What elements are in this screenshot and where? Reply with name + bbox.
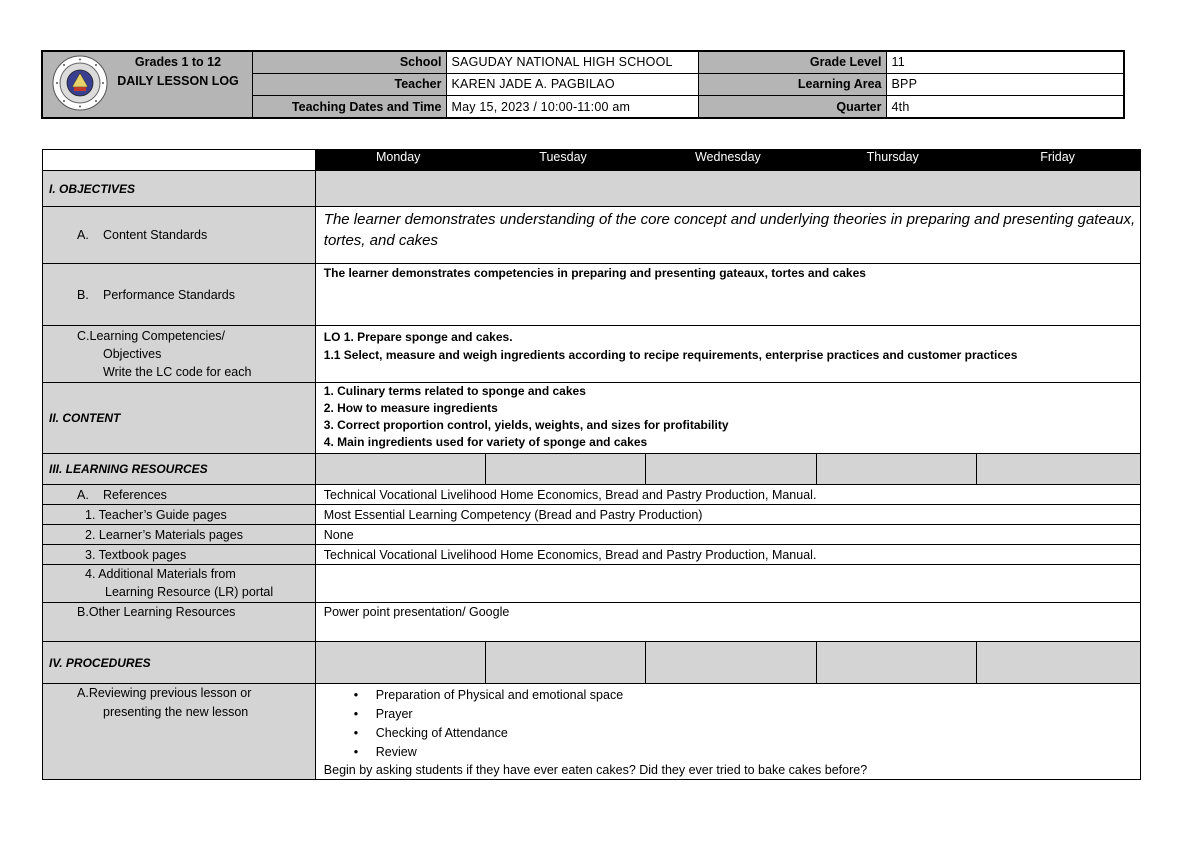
review-text: Begin by asking students if they have ever eaten cakes? Did they ever tried to bake cakes before? [323, 763, 868, 777]
day-tuesday: Tuesday [539, 150, 587, 164]
other-resources-label: B.Other Learning Resources [43, 603, 316, 642]
procedures-row [43, 642, 1141, 684]
lesson-log-table [42, 149, 1141, 780]
other-resources-row [43, 603, 1141, 642]
competency-objective: 1.1 Select, measure and weigh ingredients according to recipe requirements, enterprise practices and customer practices [323, 348, 1018, 362]
review-row [43, 684, 1141, 780]
objectives-row [43, 171, 1141, 207]
grade-level-label: Grade Level [698, 51, 886, 73]
competencies-label: C.Learning Competencies/ Objectives Write the LC code for each [43, 326, 316, 383]
review-content [315, 684, 1140, 780]
content-item: 4. Main ingredients used for variety of sponge and cakes [323, 435, 648, 449]
teacher-label: Teacher [252, 73, 446, 95]
teacher-value: KAREN JADE A. PAGBILAO [446, 73, 698, 95]
performance-standards-row [43, 264, 1141, 326]
day-wednesday: Wednesday [694, 150, 761, 164]
dates-label: Teaching Dates and Time [252, 96, 446, 118]
learning-area-label: Learning Area [698, 73, 886, 95]
quarter-value: 4th [886, 96, 1124, 118]
content-item: 1. Culinary terms related to sponge and cakes [323, 384, 586, 398]
review-bullets [324, 686, 1140, 762]
teachers-guide-label: 1. Teacher’s Guide pages [43, 505, 316, 525]
competencies-row [43, 326, 1141, 383]
days-header [315, 150, 1140, 171]
dates-value: May 15, 2023 / 10:00-11:00 am [446, 96, 698, 118]
learning-area-value: BPP [886, 73, 1124, 95]
teachers-guide-row [43, 505, 1141, 525]
competency-lo: LO 1. Prepare sponge and cakes. [323, 330, 513, 344]
quarter-label: Quarter [698, 96, 886, 118]
additional-materials-row [43, 565, 1141, 603]
learners-materials-value: None [315, 525, 1140, 545]
textbook-label: 3. Textbook pages [43, 545, 316, 565]
day-header-row [43, 150, 1141, 171]
school-value: SAGUDAY NATIONAL HIGH SCHOOL [446, 51, 698, 73]
content-list [315, 383, 1140, 454]
list-item: • Prayer [376, 705, 1140, 724]
dll-title-line1: Grades 1 to 12 [134, 55, 222, 69]
content-heading: II. CONTENT [43, 383, 316, 454]
day-thursday: Thursday [866, 150, 919, 164]
additional-materials-value [315, 565, 1140, 603]
content-item: 3. Correct proportion control, yields, weights, and sizes for profitability [323, 418, 729, 432]
references-row [43, 485, 1141, 505]
objectives-heading: I. OBJECTIVES [43, 171, 316, 207]
content-row [43, 383, 1141, 454]
day-friday: Friday [1040, 150, 1075, 164]
header-table [41, 50, 1125, 119]
learners-materials-label: 2. Learner’s Materials pages [43, 525, 316, 545]
review-label: A.Reviewing previous lesson or presenting the new lesson [43, 684, 316, 780]
competencies-text [315, 326, 1140, 383]
list-item: • Checking of Attendance [376, 724, 1140, 743]
content-standards-text: The learner demonstrates understanding of the core concept and underlying theories in preparing and presenting gateaux, tortes, and cakes [315, 207, 1140, 264]
dll-title-line2: DAILY LESSON LOG [117, 74, 239, 88]
content-item: 2. How to measure ingredients [323, 401, 498, 415]
content-standards-label: A. Content Standards [43, 207, 316, 264]
resources-heading: III. LEARNING RESOURCES [43, 454, 316, 485]
procedures-heading: IV. PROCEDURES [43, 642, 316, 684]
other-resources-value: Power point presentation/ Google [315, 603, 1140, 642]
textbook-value: Technical Vocational Livelihood Home Economics, Bread and Pastry Production, Manual. [315, 545, 1140, 565]
references-value: Technical Vocational Livelihood Home Economics, Bread and Pastry Production, Manual. [315, 485, 1140, 505]
textbook-row [43, 545, 1141, 565]
header-logo-cell [42, 51, 252, 118]
list-item: • Review [376, 743, 1140, 762]
list-item: • Preparation of Physical and emotional space [376, 686, 1140, 705]
learners-materials-row [43, 525, 1141, 545]
performance-standards-label: B. Performance Standards [43, 264, 316, 326]
resources-row [43, 454, 1141, 485]
day-monday: Monday [375, 150, 421, 164]
deped-seal-icon [52, 55, 108, 111]
additional-materials-label: 4. Additional Materials from Learning Resource (LR) portal [43, 565, 316, 603]
performance-standards-text: The learner demonstrates competencies in preparing and presenting gateaux, tortes and cakes [315, 264, 1140, 326]
grade-level-value: 11 [886, 51, 1124, 73]
school-label: School [252, 51, 446, 73]
teachers-guide-value: Most Essential Learning Competency (Bread and Pastry Production) [315, 505, 1140, 525]
content-standards-row [43, 207, 1141, 264]
references-label: A. References [43, 485, 316, 505]
